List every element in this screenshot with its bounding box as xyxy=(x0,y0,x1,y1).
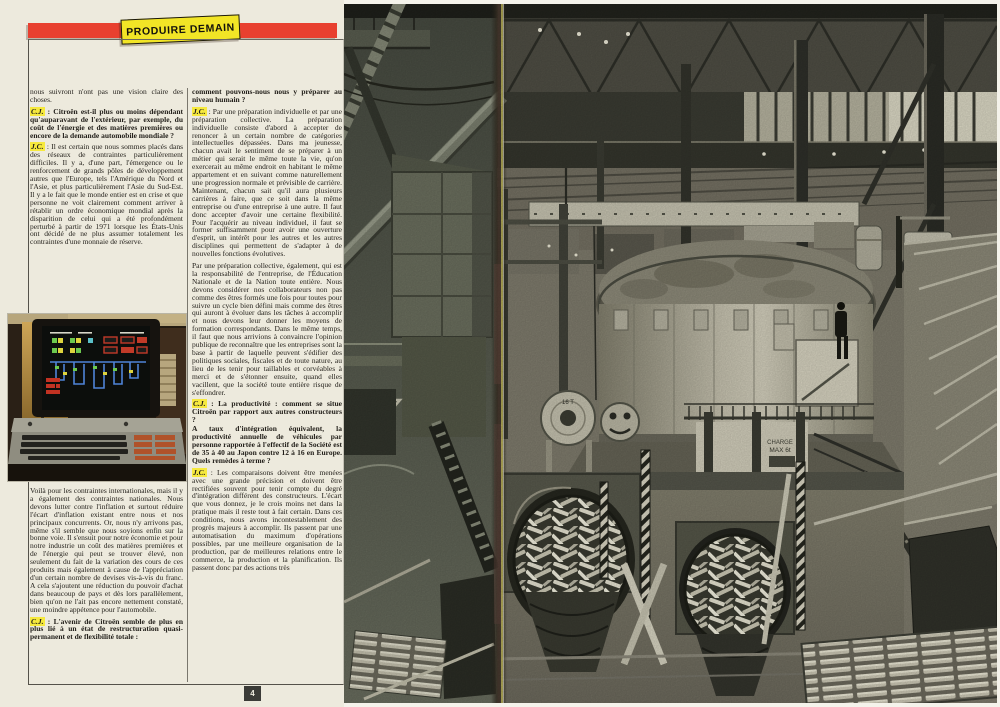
question-paragraph: C.J. : L'avenir de Citroën semble de plus en plus lié à un état de restructuration quasi-permanent et de flexibilité totale : xyxy=(30,616,183,642)
answer-paragraph: Par une préparation collective, également, qui est la responsabilité de l'entreprise, de l'Éducation Nationale et de la Nation toute entière. Nous devons considérer nos collaborateurs non pas comme des êtres formés une fois pour toutes pour suivre un cycle bien défini mais comme des êtres qui auront à évoluer dans les tâches à accomplir et nous devons leur donner les moyens de formation correspondants. Dans le même temps, il faut que nous arrivions à convaincre l'opinion publique de reconnaître que les entreprises sont la base à partir de laquelle peuvent s'édifier des politiques sociales, fiscales et de toute nature, au lieu de les tenir pour taillables et corvéables à merci et de s'étonner ensuite, quand elles vacillent, que la société toute entière risque de s'effondrer. xyxy=(192,261,342,397)
speaker-label: C.J. xyxy=(31,106,44,116)
answer-paragraph: Voilà pour les contraintes internationales, mais il y a également des contraintes nationales. Nous devons lutter contre l'inflation et surtout réduire l'écart d'inflation existant entre nous et nos principaux concurrents. Or, nous n'y arrivons pas, même s'il semble que nous soyions enfin sur la bonne voie. Il s'ensuit pour notre économie et pour notre industrie un coût des matières premières et de l'énergie qui peut se trouver élevé, non seulement du fait de la variation des cours de ces produits mais également à cause de l'appréciation d'un certain nombre de devises vis-à-vis du franc. A cela s'ajoutent une réduction du pouvoir d'achat dans beaucoup de pays et dès lors parallèlement, bien qu'on ne l'ait pas encore nettement constaté, une moindre appétence pour l'automobile. xyxy=(30,487,183,614)
answer-paragraph: nous suivront n'ont pas une vision claire des choses. xyxy=(30,88,183,104)
header-bar-right xyxy=(238,23,337,38)
answer-paragraph: J.C. : Il est certain que nous sommes placés dans des réseaux de contraintes particulièrement difficiles. Il y a, d'une part, l'émergence ou le renforcement de grands pôles de développement autres que l'Europe, tels l'Amérique du Nord et l'Asie, et plus particulièrement l'Asie du Sud-Est. Il y a le fait que le monde entier est en crise et que personne ne voit clairement comment arriver à rétablir un ordre économique mondial après la disparition de celui qui a été profondément perturbé à partir de 1971 lorsque les États-Unis ont décidé de ne plus assumer totalement les contraintes d'une monnaie de réserve. xyxy=(30,142,183,247)
page-number: 4 xyxy=(244,686,261,701)
question-paragraph: A taux d'intégration équivalent, la productivité annuelle de véhicules par personne rapportée à l'effectif de la Société est de 35 à 40 au Japon contre 12 à 16 en Europe. Quels remèdes à terme ? xyxy=(192,424,342,465)
left-page xyxy=(0,0,344,707)
speaker-label: J.C. xyxy=(193,467,206,477)
film-grain-overlay xyxy=(344,4,997,703)
column-1-bottom xyxy=(30,487,183,681)
speaker-label: C.J. xyxy=(193,399,206,409)
factory-photo xyxy=(344,0,1000,707)
keyboard-console xyxy=(8,418,186,481)
column-2 xyxy=(192,88,342,682)
terminal-photo-art xyxy=(8,314,186,481)
speaker-label: J.C. xyxy=(31,142,44,152)
page-title: PRODUIRE DEMAIN xyxy=(125,21,236,38)
sign-text-line1: CHARGE xyxy=(767,440,793,446)
question-paragraph: comment pouvons-nous nous y préparer au niveau humain ? xyxy=(192,88,342,104)
question-paragraph: C.J. : Citroën est-il plus ou moins dépendant qu'auparavant de l'extérieur, par exemple, du coût de l'énergie et des matières premières ou encore de la demande automobile mondiale ? xyxy=(30,106,183,140)
column-divider xyxy=(187,88,188,682)
answer-paragraph: J.C. : Les comparaisons doivent être menées avec une grande précision et doivent être rectifiées souvent pour tenir compte du degré d'intégration différent des constructeurs. L'écart que vous donnez, je le crois moins net dans la pratique mais il reste tout à fait certain. Dans ces conditions, nous avons incontestablement des progrès majeurs à accomplir. Ils passent par une automatisation du maximum d'opérations possibles, par une meilleure organisation de la production, par de meilleures relations entre le commerce, la production et la planification. Ils passent donc par des actions très xyxy=(192,467,342,572)
speaker-label: J.C. xyxy=(193,106,206,116)
hook-capacity-label: 16 T xyxy=(562,400,574,406)
speaker-label: C.J. xyxy=(31,616,44,626)
sign-text-line2: MAX 6t xyxy=(769,447,791,454)
answer-paragraph: J.C. : Par une préparation individuelle et par une préparation collective. La préparation individuelle consiste d'abord à accepter de renoncer à un certain nombre de catégories intellectuelles dépassées. Dans ma jeunesse, chacun avait le sentiment de se préparer à un métier qui serait le même toute la vie, qu'on exercerait au même endroit en habitant le même appartement et en suivant comme naturellement une progression normale et prévisible de carrière. Maintenant, chacun sait qu'il aura plusieurs carrières à faire, que ce soit dans la même entreprise ou d'une entreprise à une autre. Il faut donc accepter d'avoir une certaine flexibilité. Pour l'acquérir au niveau individuel, il faut se former suffisamment pour avoir une ouverture d'esprit, un intérêt pour les autres et les autres disciplines qui permettent de s'adapter à de nouvelles fonctions évolutives. xyxy=(192,106,342,259)
terminal-photo xyxy=(8,314,186,481)
column-1-top xyxy=(30,88,183,312)
screen-logo xyxy=(46,378,60,394)
question-paragraph: C.J. : La productivité : comment se situe Citroën par rapport aux autres constructeurs ? xyxy=(192,399,342,425)
factory-photo-art xyxy=(344,4,997,703)
header-bar-left xyxy=(28,23,122,38)
